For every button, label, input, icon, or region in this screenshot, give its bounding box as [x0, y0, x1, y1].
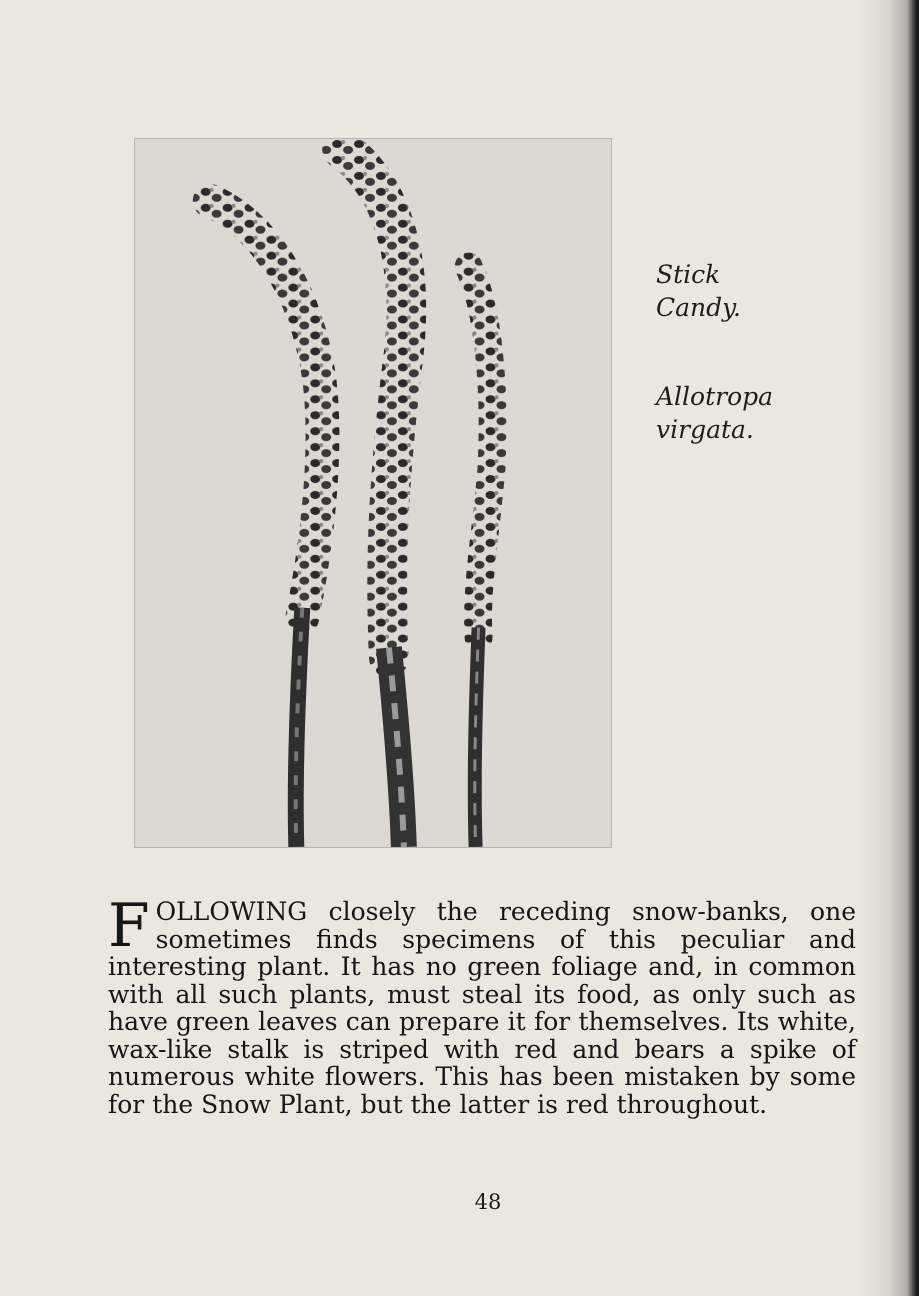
body-paragraph: [108, 891, 856, 1119]
plant-photograph: [134, 138, 612, 848]
page-number: 48: [474, 1190, 502, 1214]
stick-candy-illustration: [135, 139, 611, 847]
figure-caption-latin-name: [656, 380, 773, 446]
drop-cap: F: [108, 891, 150, 961]
caption-line: Stick: [656, 260, 721, 289]
caption-line: virgata.: [656, 415, 754, 444]
page-edge-shadow: [859, 0, 919, 1296]
figure-caption-common-name: [656, 258, 741, 324]
caption-line: Candy.: [656, 293, 741, 322]
paragraph-text: OLLOWING closely the receding snow-banks, one sometimes finds specimens of this peculiar and interesting plant. It has no green foliage and, in common with all such plants, must steal its food, as only such as have green leaves can prepare it for themselves. Its white, wax-like stalk is striped with red and bears a spike of numerous white flowers. This has been mistaken by some for the Snow Plant, but the latter is red throughout.: [108, 897, 856, 1119]
caption-line: Allotropa: [656, 382, 774, 411]
